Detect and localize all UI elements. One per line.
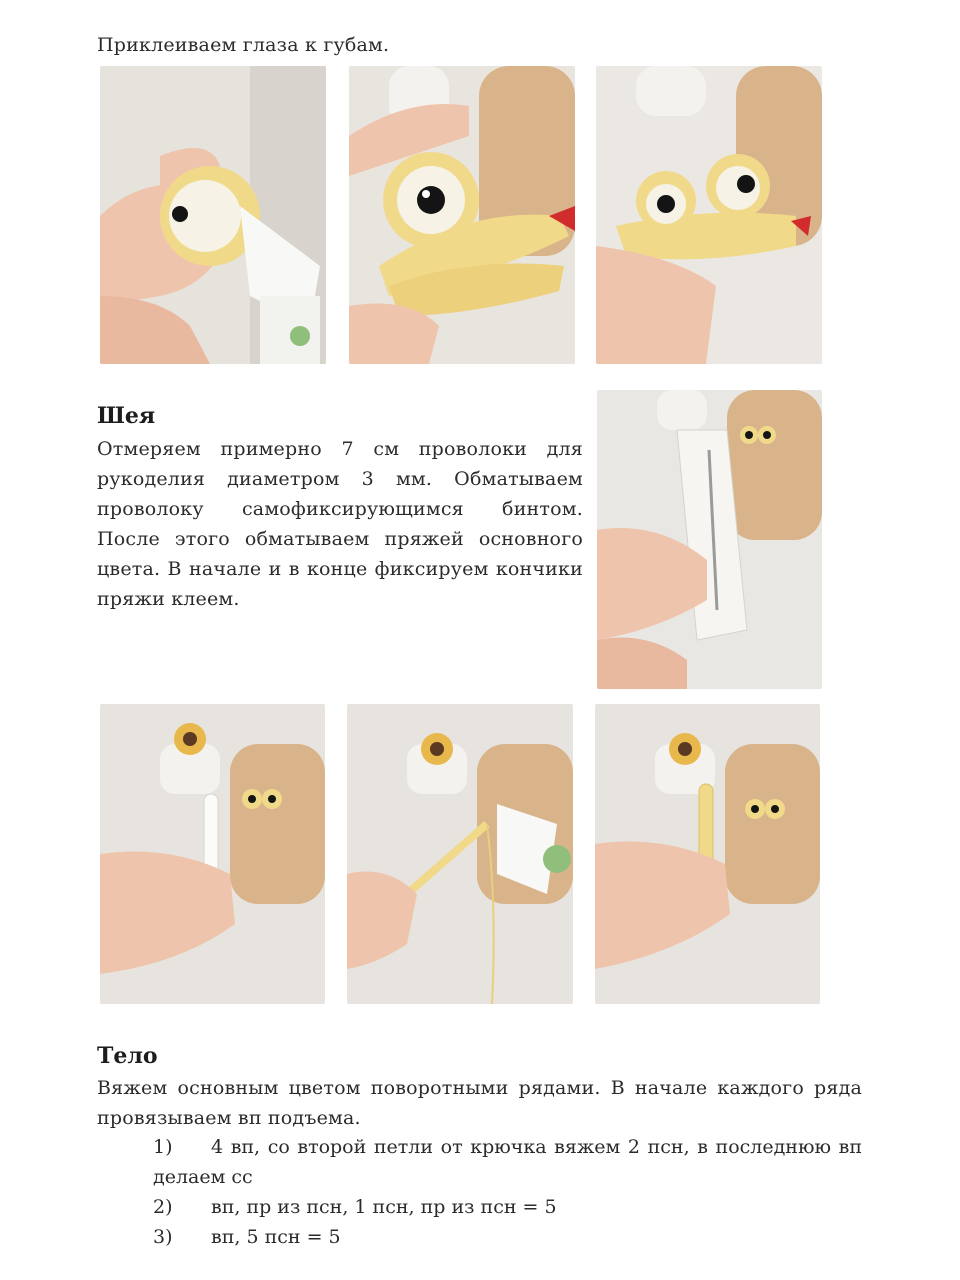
photo-eyes-on-lips	[349, 66, 575, 364]
photo-finished-lips	[596, 66, 822, 364]
neck-title: Шея	[97, 403, 156, 429]
step-text: 4 вп, со второй петли от крючка вяжем 2 псн, в последнюю вп делаем сс	[153, 1136, 862, 1188]
body-title: Тело	[97, 1043, 158, 1069]
intro-caption: Приклеиваем глаза к губам.	[97, 34, 390, 56]
step-3	[153, 1222, 862, 1252]
step-number: 2)	[153, 1196, 173, 1218]
photo-yarn-wrapped-neck	[595, 704, 820, 1004]
photo-wrapped-wire	[100, 704, 325, 1004]
step-number: 3)	[153, 1226, 173, 1248]
neck-body: Отмеряем примерно 7 см проволоки для рукоделия диаметром 3 мм. Обматываем проволоку самофиксирующимся бинтом. После этого обматываем пряжей основного цвета. В начале и в конце фиксируем кончики пряжи клеем.	[97, 438, 583, 610]
step-number: 1)	[153, 1136, 173, 1158]
step-text: вп, пр из псн, 1 псн, пр из псн = 5	[211, 1196, 557, 1218]
step-text: вп, 5 псн = 5	[211, 1226, 341, 1248]
photo-wire-bandage	[597, 390, 822, 689]
photo-glue-eye	[100, 66, 326, 364]
photo-yarn-wrapping	[347, 704, 573, 1004]
step-2	[153, 1192, 862, 1222]
body-intro: Вяжем основным цветом поворотными рядами. В начале каждого ряда провязываем вп подъема.	[97, 1077, 862, 1129]
step-1	[153, 1132, 862, 1192]
